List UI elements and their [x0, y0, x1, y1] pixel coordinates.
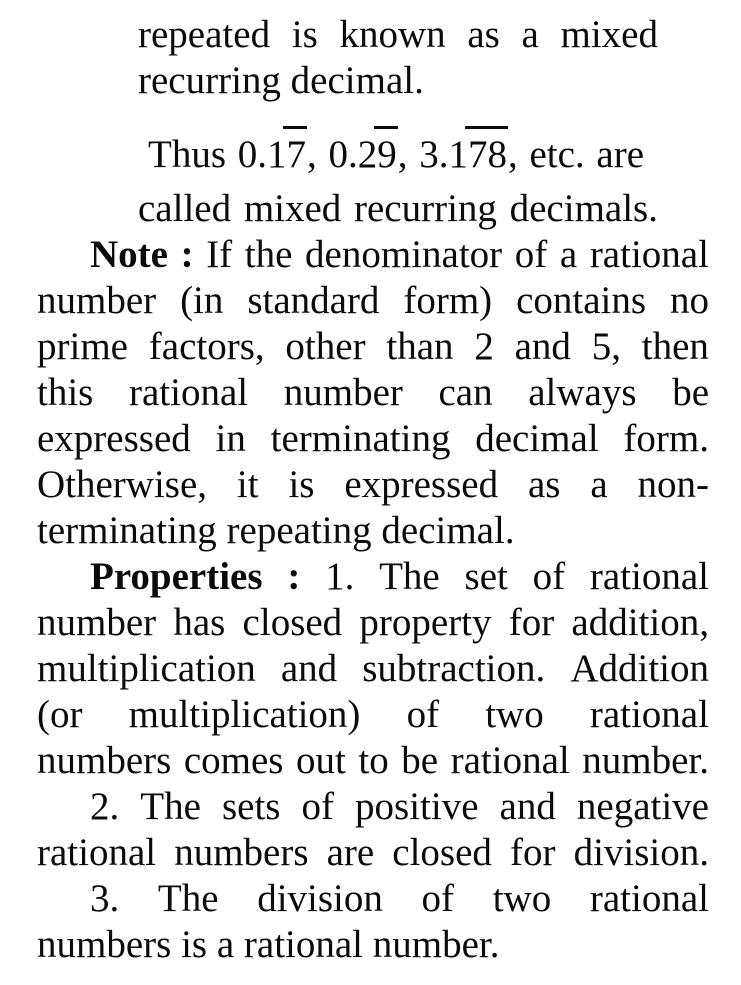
text-fragment: of	[514, 233, 548, 276]
text-fragment: 3.	[90, 877, 120, 920]
word	[257, 876, 383, 922]
text-fragment: numbers	[37, 923, 172, 966]
word	[561, 12, 658, 58]
word	[244, 186, 341, 232]
word	[288, 462, 314, 508]
text-fragment: :	[180, 233, 194, 276]
word	[291, 58, 424, 104]
word	[138, 186, 231, 232]
text-fragment: Note	[90, 233, 168, 276]
word	[355, 784, 479, 830]
text-fragment: closed	[392, 831, 492, 874]
text-fragment: property	[359, 601, 492, 644]
word	[362, 646, 545, 692]
text-fragment: a	[559, 233, 578, 276]
text-fragment: 5,	[591, 325, 621, 368]
text-fragment: denominator	[305, 233, 503, 276]
text-fragment: If	[206, 233, 233, 276]
text-fragment: a	[590, 463, 608, 506]
line-thus-examples	[148, 114, 644, 178]
text-fragment: rational	[243, 923, 364, 966]
word	[247, 278, 379, 324]
text-fragment: has	[173, 601, 226, 644]
word	[245, 232, 293, 278]
recurring-digits-overline: 78	[465, 126, 508, 176]
word	[37, 462, 207, 508]
text-fragment: ,	[397, 133, 408, 176]
text-fragment: is	[291, 13, 318, 56]
text-fragment: rational	[450, 739, 570, 782]
word	[271, 416, 451, 462]
text-fragment: it	[236, 463, 259, 506]
text-fragment: of	[301, 785, 334, 828]
word	[217, 922, 234, 968]
text-fragment: of	[421, 877, 455, 920]
word	[328, 132, 407, 178]
text-fragment: a	[521, 13, 539, 56]
text-fragment: for	[508, 601, 555, 644]
word	[37, 830, 156, 876]
text-fragment: negative	[576, 785, 709, 828]
line-note-3	[37, 324, 709, 370]
text-fragment: Addition	[570, 647, 709, 690]
text-fragment: other	[285, 325, 366, 368]
word	[284, 370, 403, 416]
text-fragment: is	[181, 923, 208, 966]
line-item3-1	[90, 876, 709, 922]
line-properties-4	[37, 692, 709, 738]
word	[419, 132, 518, 178]
word	[672, 370, 709, 416]
text-fragment: expressed	[37, 417, 191, 460]
word	[515, 324, 571, 370]
word	[206, 232, 232, 278]
word	[173, 600, 225, 646]
word	[174, 830, 308, 876]
text-fragment: decimal	[475, 417, 599, 460]
word	[637, 462, 709, 508]
word	[181, 922, 207, 968]
word	[516, 278, 646, 324]
word	[475, 416, 598, 462]
text-fragment: The	[157, 877, 219, 920]
word	[222, 784, 281, 830]
text-fragment: mixed	[560, 13, 658, 56]
text-fragment: :	[287, 555, 301, 598]
text-fragment: of	[532, 555, 566, 598]
text-fragment: repeated	[138, 13, 271, 56]
word	[37, 278, 156, 324]
word	[422, 876, 455, 922]
text-fragment: 3.1	[419, 133, 468, 176]
text-fragment: set	[464, 555, 508, 598]
text-fragment: decimal.	[290, 59, 424, 102]
word	[287, 554, 300, 600]
text-fragment: standard	[247, 279, 380, 322]
word	[243, 600, 343, 646]
word	[129, 370, 248, 416]
text-fragment: closed	[242, 601, 343, 644]
text-fragment: multiplication)	[128, 693, 361, 736]
line-mixed-recurring-3	[138, 186, 658, 232]
word	[467, 12, 500, 58]
word	[305, 232, 502, 278]
text-fragment: two	[492, 877, 552, 920]
word	[281, 646, 337, 692]
word	[237, 462, 259, 508]
word	[359, 600, 491, 646]
word	[500, 784, 556, 830]
word	[590, 876, 709, 922]
word	[590, 232, 709, 278]
text-fragment: positive	[355, 785, 479, 828]
text-fragment: expressed	[344, 463, 499, 506]
word	[509, 600, 554, 646]
text-fragment: Properties	[90, 555, 263, 598]
word	[344, 462, 498, 508]
text-fragment: than	[386, 325, 454, 368]
word	[238, 132, 317, 178]
line-item2-2	[37, 830, 709, 876]
line-note-1	[90, 232, 709, 278]
word	[129, 692, 361, 738]
text-fragment: number	[283, 371, 403, 414]
text-fragment: a	[216, 923, 235, 966]
text-fragment: subtraction.	[362, 647, 546, 690]
text-fragment: multiplication	[37, 647, 256, 690]
text-fragment: as	[467, 13, 500, 56]
word	[90, 876, 119, 922]
line-properties-2	[37, 600, 709, 646]
word	[392, 830, 492, 876]
text-fragment: and	[280, 647, 338, 690]
word	[493, 876, 552, 922]
word	[623, 416, 709, 462]
word	[90, 784, 119, 830]
line-item2-1	[90, 784, 709, 830]
text-fragment: recurring	[354, 187, 497, 230]
text-fragment: for	[510, 831, 556, 874]
text-fragment: number	[37, 601, 157, 644]
line-properties-5	[37, 738, 709, 784]
word	[37, 692, 82, 738]
word	[582, 738, 709, 784]
word	[90, 554, 263, 600]
text-fragment: rational	[589, 877, 709, 920]
text-fragment: contains	[516, 279, 647, 322]
text-fragment: are	[596, 133, 644, 176]
recurring-digits-overline: 7	[283, 126, 307, 176]
word	[570, 646, 709, 692]
text-fragment: be	[401, 739, 439, 782]
word	[37, 600, 156, 646]
line-item3-2	[37, 922, 709, 968]
word	[149, 324, 265, 370]
line-note-7	[37, 508, 709, 554]
text-fragment: recurring	[138, 59, 281, 102]
word	[148, 132, 226, 178]
text-fragment: rational	[128, 371, 249, 414]
text-fragment: of	[406, 693, 440, 736]
word	[90, 232, 168, 278]
word	[386, 324, 453, 370]
text-fragment: (in	[180, 279, 224, 322]
text-fragment: addition,	[571, 601, 709, 644]
text-fragment: rational	[589, 233, 709, 276]
word	[596, 132, 644, 178]
text-fragment: is	[288, 463, 315, 506]
line-note-4	[37, 370, 709, 416]
word	[227, 508, 372, 554]
word	[180, 278, 223, 324]
line-note-6	[37, 462, 709, 508]
line-properties-1	[90, 554, 709, 600]
text-fragment: 2.	[90, 785, 120, 828]
text-fragment: Otherwise,	[37, 463, 208, 506]
word	[37, 738, 171, 784]
text-fragment: ,	[507, 133, 518, 176]
text-fragment: and	[499, 785, 556, 828]
word	[590, 554, 709, 600]
word	[381, 508, 514, 554]
word	[529, 132, 584, 178]
word	[510, 186, 658, 232]
word	[528, 462, 561, 508]
word	[216, 416, 246, 462]
text-fragment: numbers	[174, 831, 309, 874]
text-fragment: rational	[589, 555, 709, 598]
text-fragment: sets	[221, 785, 281, 828]
word	[373, 922, 500, 968]
word	[401, 738, 438, 784]
text-fragment: rational	[589, 693, 709, 736]
text-fragment: number.	[372, 923, 500, 966]
text-fragment: The	[379, 555, 440, 598]
text-fragment: always	[528, 371, 637, 414]
word	[465, 554, 508, 600]
text-fragment: called	[138, 187, 232, 230]
word	[37, 508, 217, 554]
word	[181, 232, 194, 278]
text-fragment: number	[37, 279, 157, 322]
word	[327, 830, 375, 876]
text-fragment: decimals.	[509, 187, 658, 230]
word	[474, 324, 494, 370]
word	[184, 738, 284, 784]
word	[379, 554, 440, 600]
word	[37, 416, 191, 462]
text-fragment: form)	[403, 279, 493, 322]
word	[574, 830, 709, 876]
text-fragment: numbers	[37, 739, 172, 782]
word	[485, 692, 544, 738]
text-fragment: this	[37, 371, 94, 414]
text-fragment: terminating	[270, 417, 451, 460]
word	[339, 12, 445, 58]
text-fragment: form.	[623, 417, 709, 460]
word	[354, 186, 497, 232]
word	[577, 784, 709, 830]
word	[642, 324, 709, 370]
line-note-2	[37, 278, 709, 324]
text-fragment: number.	[582, 739, 709, 782]
word	[292, 12, 318, 58]
text-fragment: The	[140, 785, 201, 828]
text-fragment: division	[257, 877, 383, 920]
word	[140, 784, 201, 830]
word	[37, 646, 256, 692]
text-fragment: no	[669, 279, 709, 322]
text-fragment: then	[641, 325, 709, 368]
line-properties-3	[37, 646, 709, 692]
word	[244, 922, 363, 968]
word	[158, 876, 219, 922]
text-fragment: prime	[37, 325, 128, 368]
text-fragment: the	[244, 233, 293, 276]
word	[590, 462, 607, 508]
word	[301, 784, 334, 830]
word	[590, 692, 709, 738]
text-fragment: out	[296, 739, 346, 782]
word	[533, 554, 566, 600]
text-fragment: two	[485, 693, 544, 736]
text-fragment: known	[339, 13, 446, 56]
text-fragment: to	[358, 739, 389, 782]
text-fragment: 1.	[325, 555, 355, 598]
word	[571, 600, 709, 646]
word	[407, 692, 440, 738]
text-fragment: 0.2	[328, 133, 378, 176]
word	[138, 12, 270, 58]
text-fragment: as	[527, 463, 561, 506]
text-fragment: comes	[183, 739, 284, 782]
word	[522, 12, 539, 58]
word	[325, 554, 354, 600]
word	[37, 324, 128, 370]
recurring-digits-overline: 9	[374, 126, 398, 176]
text-fragment: etc.	[529, 133, 585, 176]
word	[403, 278, 492, 324]
text-fragment: in	[215, 417, 246, 460]
word	[515, 232, 548, 278]
word	[560, 232, 577, 278]
text-fragment: repeating	[226, 509, 372, 552]
text-fragment: 2	[474, 325, 494, 368]
text-fragment: terminating	[37, 509, 217, 552]
text-fragment: decimal.	[381, 509, 515, 552]
text-fragment: are	[326, 831, 375, 874]
word	[285, 324, 365, 370]
word	[451, 738, 570, 784]
word	[510, 830, 555, 876]
word	[358, 738, 388, 784]
word	[528, 370, 636, 416]
word	[296, 738, 346, 784]
word	[37, 922, 171, 968]
text-column	[37, 0, 709, 968]
text-fragment: Thus	[148, 133, 226, 176]
text-fragment: can	[438, 371, 493, 414]
line-mixed-recurring-1	[138, 12, 658, 58]
text-fragment: (or	[37, 693, 83, 736]
word	[592, 324, 621, 370]
text-fragment: non-	[637, 463, 709, 506]
text-fragment: be	[672, 371, 709, 414]
text-fragment: ,	[306, 133, 317, 176]
word	[138, 58, 281, 104]
text-fragment: mixed	[243, 187, 342, 230]
text-fragment: 0.1	[237, 133, 287, 176]
text-fragment: rational	[37, 831, 157, 874]
text-fragment: factors,	[148, 325, 265, 368]
text-fragment: division.	[573, 831, 709, 874]
text-fragment: and	[514, 325, 571, 368]
word	[37, 370, 93, 416]
line-note-5	[37, 416, 709, 462]
word	[670, 278, 709, 324]
line-mixed-recurring-2	[138, 58, 658, 104]
word	[439, 370, 493, 416]
